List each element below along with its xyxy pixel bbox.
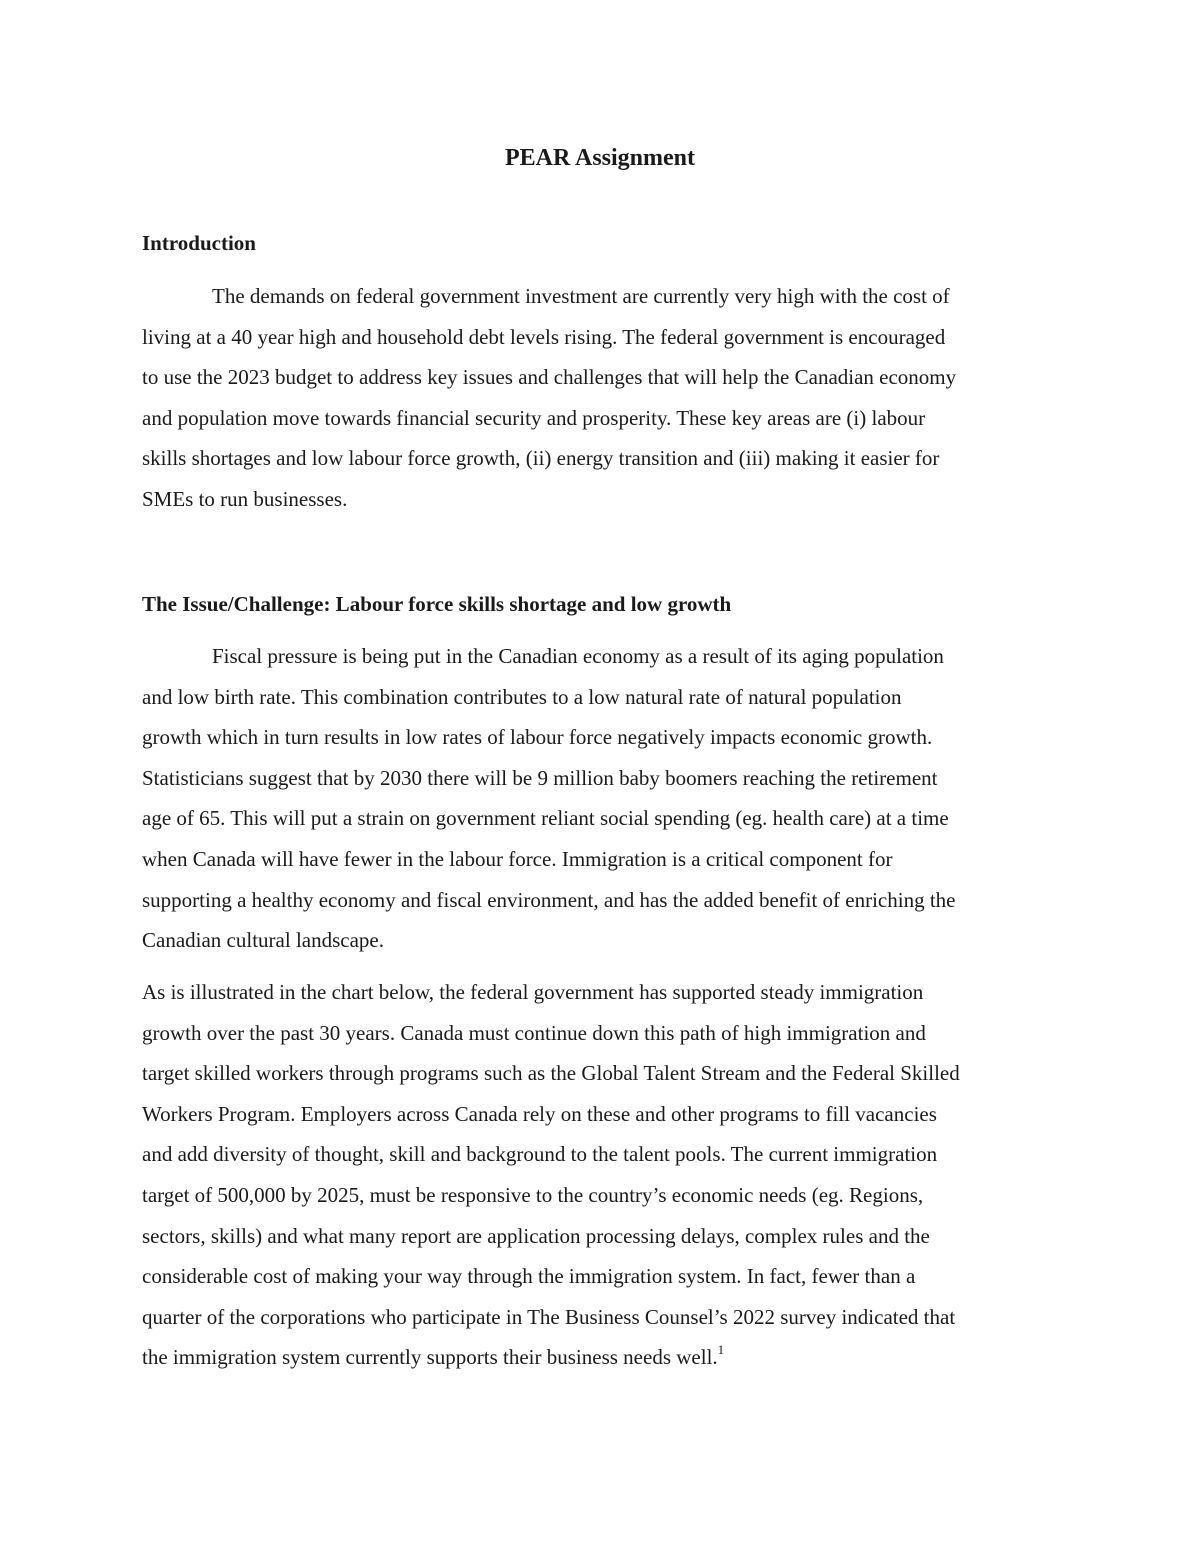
section-heading-labour-force: The Issue/Challenge: Labour force skills shortage and low growth [142, 592, 732, 616]
paragraph-line: Canadian cultural landscape. [142, 928, 384, 953]
paragraph-line: target skilled workers through programs such as the Global Talent Stream and the Federal Skilled [142, 1061, 960, 1086]
paragraph-line: and population move towards financial security and prosperity. These key areas are (i) labour [142, 405, 926, 430]
paragraph-line: The demands on federal government investment are currently very high with the cost of [212, 284, 950, 308]
paragraph-line: skills shortages and low labour force growth, (ii) energy transition and (iii) making it easier for [142, 446, 940, 471]
paragraph-line: sectors, skills) and what many report are application processing delays, complex rules and the [142, 1223, 930, 1248]
paragraph-line: considerable cost of making your way through the immigration system. In fact, fewer than a [142, 1264, 916, 1289]
section-heading-introduction: Introduction [142, 231, 256, 255]
paragraph-line: Fiscal pressure is being put in the Canadian economy as a result of its aging population [212, 644, 944, 668]
paragraph-line: Workers Program. Employers across Canada rely on these and other programs to fill vacancies [142, 1101, 937, 1126]
paragraph-fiscal-pressure [142, 636, 1062, 961]
paragraph-line: SMEs to run businesses. [142, 486, 348, 511]
page-title: PEAR Assignment [504, 145, 696, 171]
paragraph-line: As is illustrated in the chart below, the federal government has supported steady immigration [142, 980, 924, 1004]
paragraph-line: when Canada will have fewer in the labour force. Immigration is a critical component for [142, 846, 893, 871]
paragraph-line: quarter of the corporations who participate in The Business Counsel’s 2022 survey indicated that [142, 1304, 956, 1329]
footnote-reference[interactable]: 1 [717, 1342, 725, 1358]
paragraph-line: to use the 2023 budget to address key issues and challenges that will help the Canadian economy [142, 365, 957, 390]
paragraph-line: target of 500,000 by 2025, must be responsive to the country’s economic needs (eg. Regions, [142, 1182, 924, 1207]
paragraph-introduction [142, 276, 1062, 520]
paragraph-line: living at a 40 year high and household debt levels rising. The federal government is encouraged [142, 324, 946, 349]
paragraph-line: age of 65. This will put a strain on government reliant social spending (eg. health care) at a time [142, 806, 949, 831]
paragraph-line: supporting a healthy economy and fiscal environment, and has the added benefit of enriching the [142, 887, 956, 912]
paragraph-line-text: the immigration system currently supports their business needs well. [142, 1345, 718, 1370]
paragraph-line-last [142, 1337, 1062, 1378]
paragraph-line: growth over the past 30 years. Canada must continue down this path of high immigration and [142, 1020, 926, 1045]
paragraph-immigration-chart [142, 972, 1062, 1378]
paragraph-line: growth which in turn results in low rates of labour force negatively impacts economic growth. [142, 725, 933, 750]
paragraph-line: Statisticians suggest that by 2030 there will be 9 million baby boomers reaching the retirement [142, 765, 938, 790]
paragraph-line: and add diversity of thought, skill and background to the talent pools. The current immigration [142, 1142, 938, 1167]
paragraph-line: and low birth rate. This combination contributes to a low natural rate of natural population [142, 684, 902, 709]
